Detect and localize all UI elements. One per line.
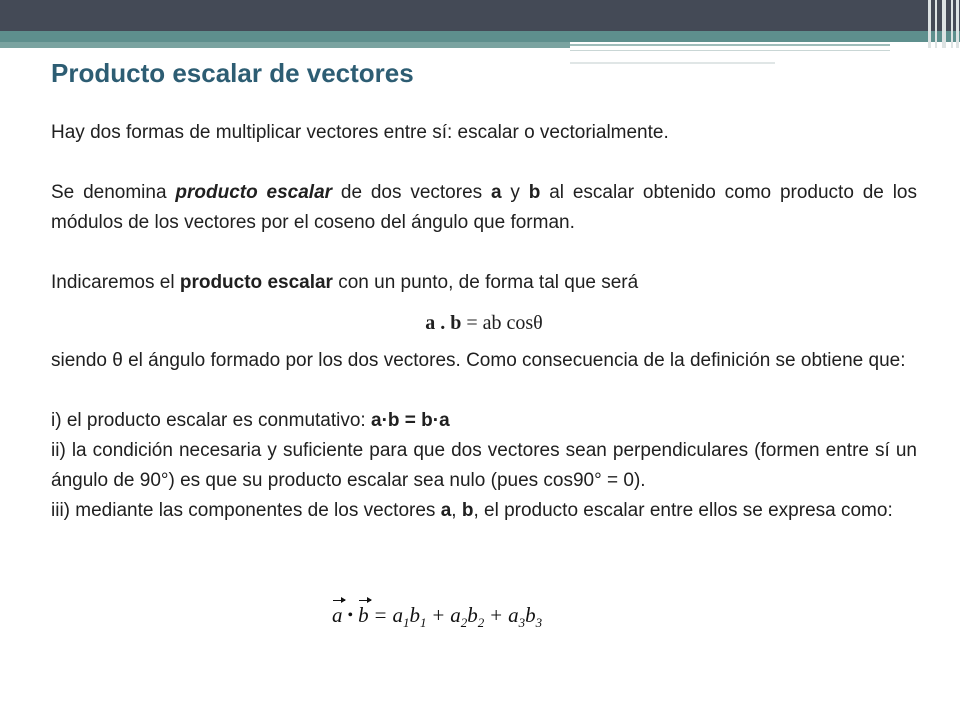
subscript: 1 — [402, 615, 410, 631]
equals-sign: = — [374, 603, 387, 627]
header-bar-accent — [0, 42, 570, 48]
formula-lhs: a . b — [425, 312, 462, 334]
term-3 — [508, 603, 543, 631]
plus-sign: + — [432, 603, 445, 627]
text-span: , — [451, 500, 462, 521]
header-line — [570, 62, 775, 64]
term-symbol: b — [467, 603, 478, 627]
notation-paragraph — [51, 268, 917, 298]
property-2: ii) la condición necesaria y suficiente para que dos vectores sean perpendiculares (formen entre sí un ángulo de 90°) es que su producto escalar sea nulo (pues cos90° = 0). — [51, 440, 917, 491]
commutative-formula: a·b = b·a — [371, 410, 450, 431]
term-symbol: b — [409, 603, 420, 627]
vector-a-symbol: a — [332, 603, 343, 627]
vector-a: a — [440, 500, 452, 521]
term-symbol: a — [508, 603, 519, 627]
term-symbol: a — [450, 603, 461, 627]
slide-title: Producto escalar de vectores — [51, 58, 414, 88]
formula-dot-product — [51, 310, 917, 336]
vector-b-symbol: b — [358, 603, 369, 627]
plus-sign: + — [490, 603, 503, 627]
text-span: de dos vectores — [332, 182, 491, 203]
formula-rhs: = ab cosθ — [461, 312, 543, 334]
text-span: y — [501, 182, 529, 203]
term-emphasis: producto escalar — [175, 182, 333, 203]
slide-body — [51, 118, 917, 526]
header-line — [570, 50, 890, 51]
term-1 — [392, 603, 427, 631]
subscript: 2 — [477, 615, 485, 631]
term-symbol: a — [392, 603, 403, 627]
formula-components — [332, 603, 602, 649]
term-bold: producto escalar — [179, 272, 333, 293]
property-1 — [51, 406, 917, 436]
subscript: 1 — [419, 615, 427, 631]
text-span: , el producto escalar entre ellos se expresa como: — [473, 500, 893, 521]
theta-paragraph: siendo θ el ángulo formado por los dos vectores. Como consecuencia de la definición se obtiene que: — [51, 350, 906, 371]
header-bar-teal — [0, 31, 960, 42]
text-span: iii) mediante las componentes de los vectores — [51, 500, 441, 521]
text-span: al escalar obtenido como producto de los módulos de los vectores por el coseno del ángulo que forman. — [51, 182, 917, 233]
text-span: Indicaremos el — [51, 272, 180, 293]
intro-paragraph: Hay dos formas de multiplicar vectores entre sí: escalar o vectorialmente. — [51, 122, 669, 143]
vector-b: b — [461, 500, 474, 521]
text-span: i) el producto escalar es conmutativo: — [51, 410, 371, 431]
definition-paragraph — [51, 178, 917, 238]
text-span: Se denomina — [51, 182, 176, 203]
subscript: 3 — [518, 615, 526, 631]
term-symbol: b — [525, 603, 536, 627]
text-span: con un punto, de forma tal que será — [332, 272, 639, 293]
dot-operator: • — [347, 607, 354, 624]
vector-a: a — [490, 182, 502, 203]
vector-b: b — [528, 182, 541, 203]
header-bar-dark — [0, 0, 960, 31]
property-3 — [51, 496, 917, 526]
header-stripes — [926, 0, 960, 48]
term-2 — [450, 603, 485, 631]
header-line — [570, 44, 890, 46]
subscript: 3 — [535, 615, 543, 631]
subscript: 2 — [460, 615, 468, 631]
